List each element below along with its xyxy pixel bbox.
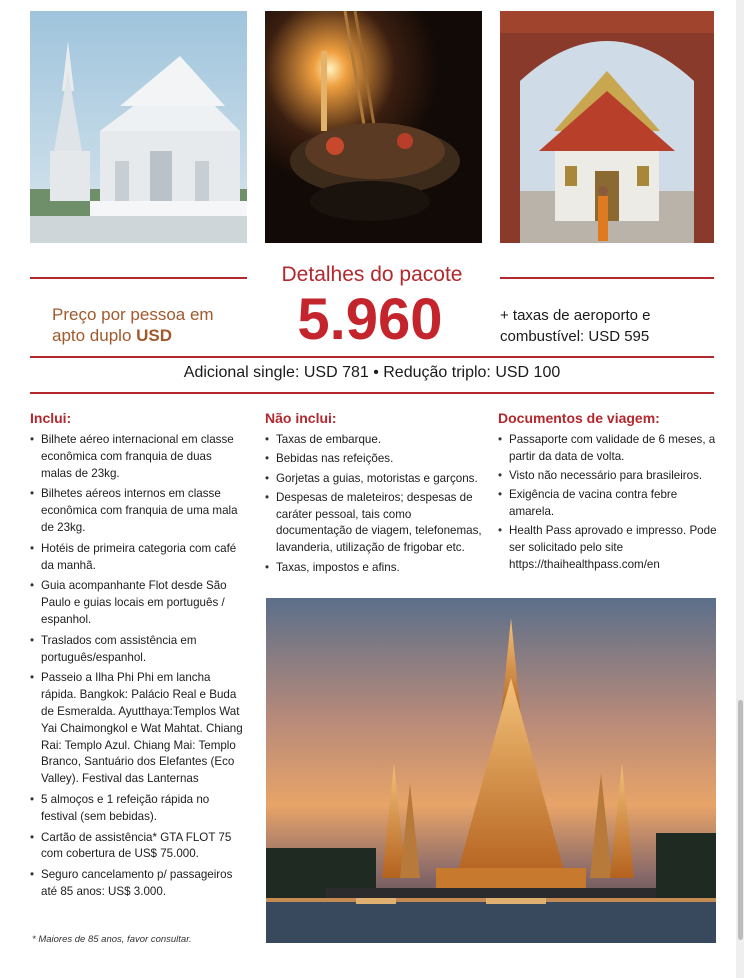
page-title: Detalhes do pacote bbox=[281, 263, 463, 286]
list-item: • 5 almoços e 1 refeição rápida no festival (sem bebidas). bbox=[30, 792, 245, 826]
list-item: • Passeio a Ilha Phi Phi em lancha rápida. Bangkok: Palácio Real e Buda de Esmeralda. Ayutthaya:Templos Wat Yai Chaimongkol e Wat Mahtat. Chiang Rai: Templo Azul. Chiang Mai: Templo Branco, Santuário dos Elefantes (Eco Valley). Festival das Lanternas bbox=[30, 670, 245, 788]
includes-list bbox=[30, 432, 245, 901]
price-label-line2 bbox=[52, 325, 272, 346]
documents-heading: Documentos de viagem: bbox=[498, 410, 660, 426]
excludes-list bbox=[265, 432, 485, 576]
list-item: • Cartão de assistência* GTA FLOT 75 com cobertura de US$ 75.000. bbox=[30, 830, 245, 864]
list-item: • Gorjetas a guias, motoristas e garçons. bbox=[265, 471, 485, 488]
includes-heading: Inclui: bbox=[30, 410, 72, 426]
list-item: • Bilhete aéreo internacional em classe econômica com franquia de duas malas de 23kg. bbox=[30, 432, 245, 482]
documents-section bbox=[498, 410, 720, 576]
price-label bbox=[52, 304, 272, 346]
scrollbar[interactable] bbox=[736, 0, 744, 978]
list-item: • Seguro cancelamento p/ passageiros até 85 anos: US$ 3.000. bbox=[30, 867, 245, 901]
list-item: • Hotéis de primeira categoria com café da manhã. bbox=[30, 541, 245, 575]
documents-list bbox=[498, 432, 720, 574]
white-temple-icon bbox=[30, 11, 247, 243]
list-item: • Despesas de maleteiros; despesas de caráter pessoal, tais como documentação de viagem, telefonemas, lavanderia, utilização de frigobar etc. bbox=[265, 490, 485, 557]
scrollbar-thumb[interactable] bbox=[738, 700, 743, 940]
list-item: • Guia acompanhante Flot desde São Paulo e guias locais em português / espanhol. bbox=[30, 578, 245, 628]
divider-full-bottom bbox=[30, 392, 714, 394]
price-label-text: apto duplo bbox=[52, 326, 137, 345]
list-item: • Taxas de embarque. bbox=[265, 432, 485, 449]
excludes-section bbox=[265, 410, 485, 579]
list-item: • Health Pass aprovado e impresso. Pode ser solicitado pelo site https://thaihealthpass.com/en bbox=[498, 523, 720, 573]
price-amount: 5.960 bbox=[297, 287, 443, 352]
list-item: • Exigência de vacina contra febre amarela. bbox=[498, 487, 720, 521]
list-item: • Taxas, impostos e afins. bbox=[265, 560, 485, 577]
marble-temple-icon bbox=[500, 11, 714, 243]
divider-full-top bbox=[30, 356, 714, 358]
taxes-line1: + taxas de aeroporto e bbox=[500, 307, 651, 324]
list-item: • Bebidas nas refeições. bbox=[265, 451, 485, 468]
wat-arun-sunset-icon bbox=[266, 598, 716, 943]
excludes-heading: Não inclui: bbox=[265, 410, 337, 426]
list-item: • Bilhetes aéreos internos em classe econômica com franquia de uma mala de 23kg. bbox=[30, 486, 245, 536]
list-item: • Traslados com assistência em português/espanhol. bbox=[30, 633, 245, 667]
candle-offering-icon bbox=[265, 11, 482, 243]
price-label-line1: Preço por pessoa em bbox=[52, 305, 214, 324]
list-item: • Visto não necessário para brasileiros. bbox=[498, 468, 720, 485]
includes-section bbox=[30, 410, 245, 905]
divider-right bbox=[500, 277, 714, 279]
price-currency: USD bbox=[136, 326, 173, 345]
extras-line: Adicional single: USD 781 • Redução triplo: USD 100 bbox=[183, 364, 561, 381]
taxes-note bbox=[500, 305, 730, 347]
list-item: • Passaporte com validade de 6 meses, a partir da data de volta. bbox=[498, 432, 720, 466]
taxes-line2: combustível: USD 595 bbox=[500, 328, 650, 345]
divider-left bbox=[30, 277, 247, 279]
footnote: * Maiores de 85 anos, favor consultar. bbox=[32, 934, 192, 945]
